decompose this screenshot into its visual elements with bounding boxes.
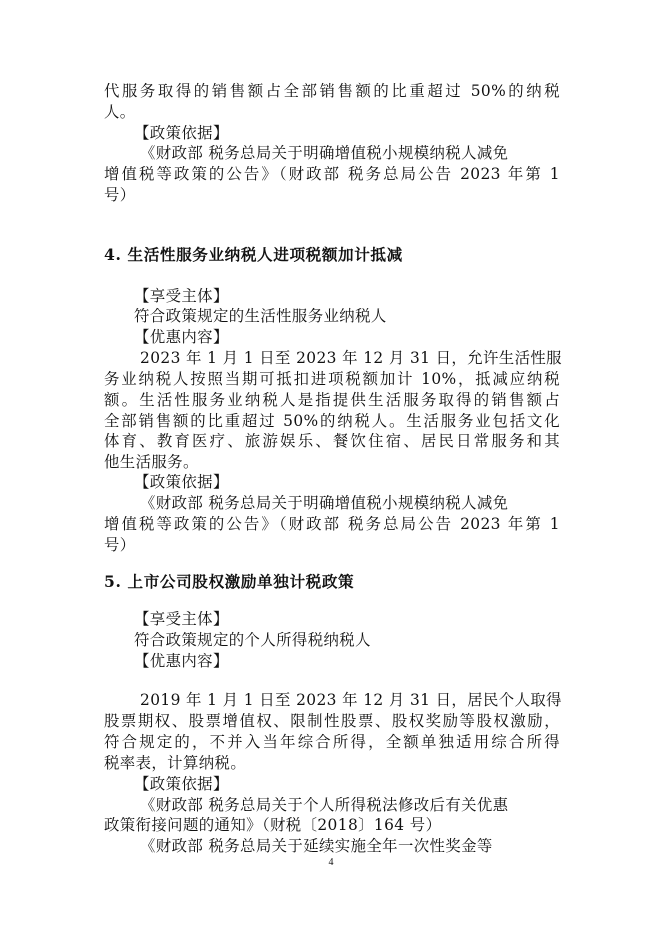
policy-basis-line: 《财政部 税务总局关于明确增值税小规模纳税人减免 bbox=[140, 494, 509, 512]
policy-basis-line: 政策衔接问题的通知》（财税〔2018〕164 号） bbox=[104, 816, 442, 834]
policy-basis-line: 《财政部 税务总局关于明确增值税小规模纳税人减免 bbox=[140, 144, 509, 162]
policy-basis-label: 【政策依据】 bbox=[134, 473, 229, 491]
policy-basis-label: 【政策依据】 bbox=[134, 124, 229, 142]
benefit-content-label: 【优惠内容】 bbox=[134, 328, 229, 346]
beneficiary-text: 符合政策规定的个人所得税纳税人 bbox=[134, 631, 371, 649]
beneficiary-label: 【享受主体】 bbox=[134, 287, 229, 305]
paragraph-line: 代服务取得的销售额占全部销售额的比重超过 50%的纳税 bbox=[104, 82, 560, 100]
benefit-content-line: 务业纳税人按照当期可抵扣进项税额加计 10%，抵减应纳税 bbox=[104, 370, 560, 388]
benefit-content-line: 他生活服务。 bbox=[104, 453, 199, 471]
benefit-content-label: 【优惠内容】 bbox=[134, 652, 229, 670]
benefit-content-line: 符合规定的，不并入当年综合所得，全额单独适用综合所得 bbox=[104, 733, 560, 751]
policy-basis-line: 增值税等政策的公告》（财政部 税务总局公告 2023 年第 1 bbox=[104, 165, 560, 183]
benefit-content-line: 体育、教育医疗、旅游娱乐、餐饮住宿、居民日常服务和其 bbox=[104, 432, 560, 450]
section-heading: 4. 生活性服务业纳税人进项税额加计抵减 bbox=[104, 245, 403, 264]
benefit-content-line: 2023 年 1 月 1 日至 2023 年 12 月 31 日，允许生活性服 bbox=[140, 349, 562, 367]
policy-basis-line: 增值税等政策的公告》（财政部 税务总局公告 2023 年第 1 bbox=[104, 515, 560, 533]
beneficiary-label: 【享受主体】 bbox=[134, 610, 229, 628]
benefit-content-line: 税率表，计算纳税。 bbox=[104, 754, 247, 772]
paragraph-line: 人。 bbox=[104, 103, 136, 121]
beneficiary-text: 符合政策规定的生活性服务业纳税人 bbox=[134, 307, 387, 325]
policy-basis-line: 《财政部 税务总局关于延续实施全年一次性奖金等 bbox=[140, 837, 493, 855]
policy-basis-line: 号） bbox=[104, 536, 136, 554]
section-heading: 5. 上市公司股权激励单独计税政策 bbox=[104, 572, 355, 591]
benefit-content-line: 2019 年 1 月 1 日至 2023 年 12 月 31 日，居民个人取得 bbox=[140, 691, 562, 709]
policy-basis-line: 《财政部 税务总局关于个人所得税法修改后有关优惠 bbox=[140, 796, 509, 814]
page-number: 4 bbox=[328, 857, 334, 868]
benefit-content-line: 全部销售额的比重超过 50%的纳税人。生活服务业包括文化 bbox=[104, 412, 560, 430]
benefit-content-line: 额。生活性服务业纳税人是指提供生活服务取得的销售额占 bbox=[104, 391, 560, 409]
policy-basis-label: 【政策依据】 bbox=[134, 775, 229, 793]
policy-basis-line: 号） bbox=[104, 186, 136, 204]
benefit-content-line: 股票期权、股票增值权、限制性股票、股权奖励等股权激励， bbox=[104, 712, 560, 730]
